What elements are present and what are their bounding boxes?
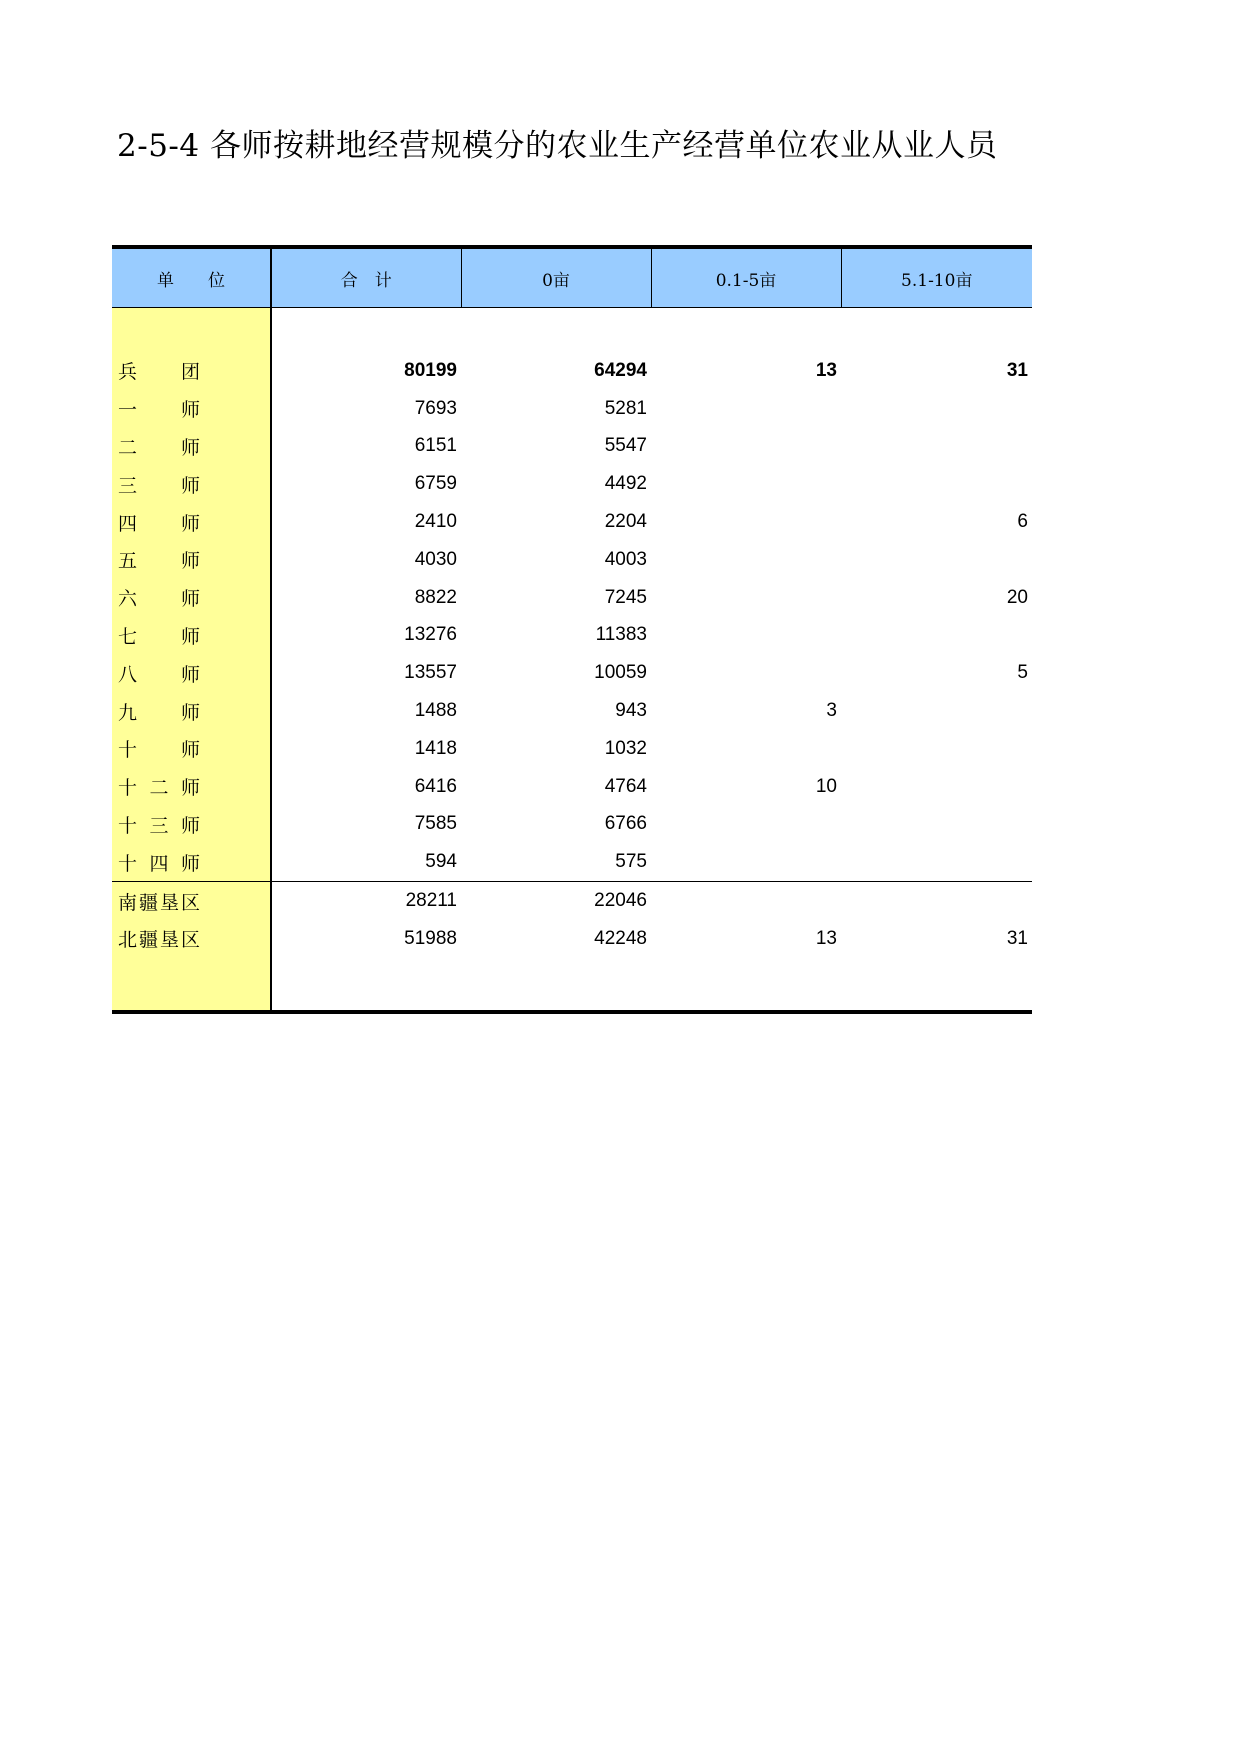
table-row	[112, 730, 1032, 768]
cell-5-1-10mu	[841, 541, 1032, 579]
cell-0mu: 1032	[604, 737, 647, 759]
cell-total: 1488	[414, 700, 457, 722]
row-label: 一 师	[112, 390, 271, 428]
cell-0-1-5mu	[651, 503, 841, 541]
cell-0-1-5mu: 3	[826, 700, 837, 722]
table-row	[112, 806, 1032, 844]
page-title: 2-5-4 各师按耕地经营规模分的农业生产经营单位农业从业人员	[117, 128, 998, 164]
cell-5-1-10mu	[841, 806, 1032, 844]
cell-total: 51988	[404, 927, 457, 949]
cell-5-1-10mu	[841, 882, 1032, 920]
row-label: 七 师	[112, 617, 271, 655]
cell-0mu: 4492	[604, 473, 647, 495]
cell-0-1-5mu	[651, 579, 841, 617]
row-label: 三 师	[112, 465, 271, 503]
cell-0-1-5mu	[651, 843, 841, 881]
cell-5-1-10mu	[841, 390, 1032, 428]
cell-0mu: 10059	[594, 662, 647, 684]
cell-0mu: 11383	[595, 624, 647, 646]
cell-total: 7585	[414, 813, 457, 835]
cell-0-1-5mu	[651, 654, 841, 692]
cell-0mu: 575	[615, 851, 647, 873]
cell-0-1-5mu	[651, 806, 841, 844]
column-header-0-1-5mu: 0.1-5亩	[651, 247, 841, 308]
cell-0-1-5mu	[651, 617, 841, 655]
row-label: 十二师	[112, 768, 271, 806]
column-header-0mu: 0亩	[461, 247, 651, 308]
cell-0mu: 6766	[604, 813, 647, 835]
spacer-row	[112, 958, 1032, 1012]
row-label: 南疆垦区	[112, 882, 271, 920]
table-row	[112, 692, 1032, 730]
cell-0mu: 2204	[604, 511, 647, 533]
row-label: 四 师	[112, 503, 271, 541]
row-label: 六 师	[112, 579, 271, 617]
cell-0-1-5mu	[651, 541, 841, 579]
row-label: 北疆垦区	[112, 920, 271, 958]
table-row	[112, 503, 1032, 541]
row-label: 八 师	[112, 654, 271, 692]
cell-5-1-10mu	[841, 692, 1032, 730]
cell-total: 80199	[404, 359, 457, 381]
table-row	[112, 920, 1032, 958]
cell-5-1-10mu	[841, 768, 1032, 806]
cell-0-1-5mu	[651, 390, 841, 428]
cell-0-1-5mu: 13	[815, 359, 837, 381]
title-container	[117, 118, 1033, 174]
column-header-5-1-10mu: 5.1-10亩	[841, 247, 1032, 308]
table-row	[112, 768, 1032, 806]
cell-total: 13557	[404, 662, 457, 684]
column-header-total: 合 计	[271, 247, 461, 308]
cell-5-1-10mu: 20	[1006, 586, 1028, 608]
cell-5-1-10mu: 6	[1017, 511, 1028, 533]
row-label: 五 师	[112, 541, 271, 579]
cell-5-1-10mu	[841, 730, 1032, 768]
row-label: 十四师	[112, 843, 271, 881]
cell-0mu: 943	[615, 700, 647, 722]
column-header-unit: 单 位	[112, 247, 271, 308]
cell-5-1-10mu	[841, 465, 1032, 503]
cell-0-1-5mu	[651, 465, 841, 503]
cell-0-1-5mu	[651, 428, 841, 466]
table-row	[112, 465, 1032, 503]
row-label: 兵 团	[112, 352, 271, 390]
cell-5-1-10mu: 5	[1017, 662, 1028, 684]
row-label: 二 师	[112, 428, 271, 466]
cell-0mu: 42248	[594, 927, 647, 949]
cell-0mu: 4003	[604, 548, 647, 570]
cell-total: 4030	[414, 548, 457, 570]
cell-total: 6416	[414, 775, 457, 797]
cell-0mu: 4764	[604, 775, 647, 797]
cell-total: 8822	[414, 586, 457, 608]
table-row	[112, 617, 1032, 655]
cell-total: 13276	[404, 624, 457, 646]
cell-total: 7693	[414, 397, 457, 419]
table-row	[112, 654, 1032, 692]
cell-0-1-5mu: 13	[815, 927, 837, 949]
spacer-row	[112, 308, 1032, 353]
header-row	[112, 247, 1032, 308]
statistics-table	[112, 245, 1032, 1014]
row-label: 十 师	[112, 730, 271, 768]
cell-total: 594	[425, 851, 457, 873]
cell-total: 28211	[271, 882, 461, 920]
cell-0mu: 22046	[461, 882, 651, 920]
table-row	[112, 390, 1032, 428]
cell-5-1-10mu: 31	[1006, 359, 1028, 381]
row-label: 十三师	[112, 806, 271, 844]
table-row	[112, 579, 1032, 617]
cell-0mu: 64294	[594, 359, 647, 381]
cell-total: 1418	[414, 737, 457, 759]
table-row	[112, 352, 1032, 390]
table-row	[112, 882, 1032, 920]
cell-0mu: 5281	[604, 397, 647, 419]
table-row	[112, 541, 1032, 579]
cell-0mu: 5547	[604, 435, 647, 457]
cell-5-1-10mu: 31	[1006, 927, 1028, 949]
cell-total: 6151	[414, 435, 457, 457]
cell-5-1-10mu	[841, 843, 1032, 881]
cell-5-1-10mu	[841, 617, 1032, 655]
table-row	[112, 428, 1032, 466]
cell-0-1-5mu	[651, 882, 841, 920]
cell-total: 2410	[414, 511, 457, 533]
cell-5-1-10mu	[841, 428, 1032, 466]
cell-0-1-5mu: 10	[815, 775, 837, 797]
cell-0mu: 7245	[604, 586, 647, 608]
cell-total: 6759	[414, 473, 457, 495]
cell-0-1-5mu	[651, 730, 841, 768]
row-label: 九 师	[112, 692, 271, 730]
table-row	[112, 843, 1032, 881]
